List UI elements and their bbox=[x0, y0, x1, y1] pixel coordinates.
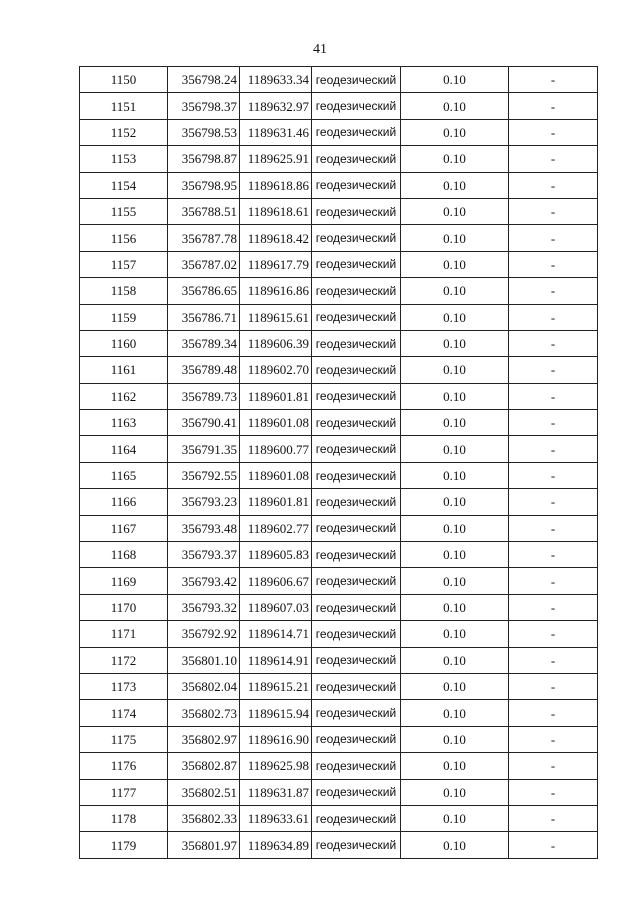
point-number-cell: 1175 bbox=[80, 726, 168, 752]
table-row bbox=[80, 436, 598, 462]
table-row bbox=[80, 515, 598, 541]
note-cell: - bbox=[509, 832, 598, 858]
point-number-cell: 1153 bbox=[80, 146, 168, 172]
table-row bbox=[80, 198, 598, 224]
accuracy-cell: 0.10 bbox=[401, 251, 509, 277]
y-coordinate-cell: 1189625.98 bbox=[240, 753, 312, 779]
table-row bbox=[80, 67, 598, 93]
coordinates-table bbox=[79, 66, 598, 859]
y-coordinate-cell: 1189616.86 bbox=[240, 278, 312, 304]
point-number-cell: 1170 bbox=[80, 594, 168, 620]
table-row bbox=[80, 805, 598, 831]
y-coordinate-cell: 1189633.34 bbox=[240, 67, 312, 93]
y-coordinate-cell: 1189631.87 bbox=[240, 779, 312, 805]
method-cell: геодезический bbox=[312, 489, 401, 515]
y-coordinate-cell: 1189602.70 bbox=[240, 357, 312, 383]
method-cell: геодезический bbox=[312, 832, 401, 858]
note-cell: - bbox=[509, 304, 598, 330]
coordinates-table-body bbox=[80, 67, 598, 859]
note-cell: - bbox=[509, 146, 598, 172]
y-coordinate-cell: 1189614.91 bbox=[240, 647, 312, 673]
y-coordinate-cell: 1189625.91 bbox=[240, 146, 312, 172]
table-row bbox=[80, 542, 598, 568]
accuracy-cell: 0.10 bbox=[401, 542, 509, 568]
y-coordinate-cell: 1189633.61 bbox=[240, 805, 312, 831]
y-coordinate-cell: 1189605.83 bbox=[240, 542, 312, 568]
method-cell: геодезический bbox=[312, 172, 401, 198]
note-cell: - bbox=[509, 67, 598, 93]
x-coordinate-cell: 356801.10 bbox=[168, 647, 240, 673]
y-coordinate-cell: 1189606.67 bbox=[240, 568, 312, 594]
method-cell: геодезический bbox=[312, 330, 401, 356]
method-cell: геодезический bbox=[312, 198, 401, 224]
x-coordinate-cell: 356793.23 bbox=[168, 489, 240, 515]
method-cell: геодезический bbox=[312, 673, 401, 699]
note-cell: - bbox=[509, 436, 598, 462]
note-cell: - bbox=[509, 568, 598, 594]
accuracy-cell: 0.10 bbox=[401, 410, 509, 436]
point-number-cell: 1168 bbox=[80, 542, 168, 568]
method-cell: геодезический bbox=[312, 119, 401, 145]
point-number-cell: 1155 bbox=[80, 198, 168, 224]
method-cell: геодезический bbox=[312, 805, 401, 831]
x-coordinate-cell: 356802.33 bbox=[168, 805, 240, 831]
method-cell: геодезический bbox=[312, 225, 401, 251]
accuracy-cell: 0.10 bbox=[401, 621, 509, 647]
accuracy-cell: 0.10 bbox=[401, 67, 509, 93]
x-coordinate-cell: 356791.35 bbox=[168, 436, 240, 462]
note-cell: - bbox=[509, 726, 598, 752]
accuracy-cell: 0.10 bbox=[401, 119, 509, 145]
point-number-cell: 1177 bbox=[80, 779, 168, 805]
x-coordinate-cell: 356798.37 bbox=[168, 93, 240, 119]
method-cell: геодезический bbox=[312, 700, 401, 726]
y-coordinate-cell: 1189615.61 bbox=[240, 304, 312, 330]
method-cell: геодезический bbox=[312, 304, 401, 330]
x-coordinate-cell: 356792.92 bbox=[168, 621, 240, 647]
table-row bbox=[80, 726, 598, 752]
note-cell: - bbox=[509, 225, 598, 251]
y-coordinate-cell: 1189631.46 bbox=[240, 119, 312, 145]
x-coordinate-cell: 356789.34 bbox=[168, 330, 240, 356]
x-coordinate-cell: 356792.55 bbox=[168, 462, 240, 488]
point-number-cell: 1160 bbox=[80, 330, 168, 356]
method-cell: геодезический bbox=[312, 67, 401, 93]
accuracy-cell: 0.10 bbox=[401, 726, 509, 752]
x-coordinate-cell: 356788.51 bbox=[168, 198, 240, 224]
point-number-cell: 1158 bbox=[80, 278, 168, 304]
method-cell: геодезический bbox=[312, 515, 401, 541]
x-coordinate-cell: 356789.73 bbox=[168, 383, 240, 409]
point-number-cell: 1169 bbox=[80, 568, 168, 594]
accuracy-cell: 0.10 bbox=[401, 146, 509, 172]
y-coordinate-cell: 1189616.90 bbox=[240, 726, 312, 752]
table-row bbox=[80, 753, 598, 779]
note-cell: - bbox=[509, 462, 598, 488]
note-cell: - bbox=[509, 119, 598, 145]
accuracy-cell: 0.10 bbox=[401, 93, 509, 119]
point-number-cell: 1174 bbox=[80, 700, 168, 726]
y-coordinate-cell: 1189617.79 bbox=[240, 251, 312, 277]
accuracy-cell: 0.10 bbox=[401, 489, 509, 515]
x-coordinate-cell: 356786.65 bbox=[168, 278, 240, 304]
accuracy-cell: 0.10 bbox=[401, 515, 509, 541]
y-coordinate-cell: 1189615.94 bbox=[240, 700, 312, 726]
x-coordinate-cell: 356798.53 bbox=[168, 119, 240, 145]
method-cell: геодезический bbox=[312, 278, 401, 304]
note-cell: - bbox=[509, 753, 598, 779]
x-coordinate-cell: 356802.51 bbox=[168, 779, 240, 805]
y-coordinate-cell: 1189634.89 bbox=[240, 832, 312, 858]
accuracy-cell: 0.10 bbox=[401, 304, 509, 330]
x-coordinate-cell: 356789.48 bbox=[168, 357, 240, 383]
note-cell: - bbox=[509, 542, 598, 568]
x-coordinate-cell: 356798.87 bbox=[168, 146, 240, 172]
accuracy-cell: 0.10 bbox=[401, 383, 509, 409]
x-coordinate-cell: 356790.41 bbox=[168, 410, 240, 436]
point-number-cell: 1159 bbox=[80, 304, 168, 330]
y-coordinate-cell: 1189601.81 bbox=[240, 489, 312, 515]
point-number-cell: 1150 bbox=[80, 67, 168, 93]
note-cell: - bbox=[509, 383, 598, 409]
point-number-cell: 1161 bbox=[80, 357, 168, 383]
point-number-cell: 1164 bbox=[80, 436, 168, 462]
method-cell: геодезический bbox=[312, 647, 401, 673]
table-row bbox=[80, 304, 598, 330]
x-coordinate-cell: 356802.73 bbox=[168, 700, 240, 726]
accuracy-cell: 0.10 bbox=[401, 330, 509, 356]
point-number-cell: 1154 bbox=[80, 172, 168, 198]
point-number-cell: 1173 bbox=[80, 673, 168, 699]
note-cell: - bbox=[509, 594, 598, 620]
note-cell: - bbox=[509, 515, 598, 541]
accuracy-cell: 0.10 bbox=[401, 357, 509, 383]
point-number-cell: 1178 bbox=[80, 805, 168, 831]
x-coordinate-cell: 356802.87 bbox=[168, 753, 240, 779]
method-cell: геодезический bbox=[312, 568, 401, 594]
table-row bbox=[80, 330, 598, 356]
table-row bbox=[80, 621, 598, 647]
accuracy-cell: 0.10 bbox=[401, 172, 509, 198]
accuracy-cell: 0.10 bbox=[401, 673, 509, 699]
method-cell: геодезический bbox=[312, 753, 401, 779]
method-cell: геодезический bbox=[312, 251, 401, 277]
method-cell: геодезический bbox=[312, 462, 401, 488]
y-coordinate-cell: 1189606.39 bbox=[240, 330, 312, 356]
accuracy-cell: 0.10 bbox=[401, 436, 509, 462]
method-cell: геодезический bbox=[312, 383, 401, 409]
x-coordinate-cell: 356802.04 bbox=[168, 673, 240, 699]
note-cell: - bbox=[509, 621, 598, 647]
y-coordinate-cell: 1189618.42 bbox=[240, 225, 312, 251]
y-coordinate-cell: 1189607.03 bbox=[240, 594, 312, 620]
y-coordinate-cell: 1189632.97 bbox=[240, 93, 312, 119]
note-cell: - bbox=[509, 779, 598, 805]
table-row bbox=[80, 568, 598, 594]
table-row bbox=[80, 594, 598, 620]
accuracy-cell: 0.10 bbox=[401, 278, 509, 304]
table-row bbox=[80, 278, 598, 304]
table-row bbox=[80, 172, 598, 198]
accuracy-cell: 0.10 bbox=[401, 805, 509, 831]
point-number-cell: 1156 bbox=[80, 225, 168, 251]
point-number-cell: 1163 bbox=[80, 410, 168, 436]
note-cell: - bbox=[509, 330, 598, 356]
table-row bbox=[80, 93, 598, 119]
method-cell: геодезический bbox=[312, 621, 401, 647]
note-cell: - bbox=[509, 410, 598, 436]
point-number-cell: 1152 bbox=[80, 119, 168, 145]
table-row bbox=[80, 251, 598, 277]
method-cell: геодезический bbox=[312, 146, 401, 172]
table-row bbox=[80, 357, 598, 383]
table-row bbox=[80, 673, 598, 699]
x-coordinate-cell: 356801.97 bbox=[168, 832, 240, 858]
note-cell: - bbox=[509, 172, 598, 198]
accuracy-cell: 0.10 bbox=[401, 198, 509, 224]
y-coordinate-cell: 1189615.21 bbox=[240, 673, 312, 699]
accuracy-cell: 0.10 bbox=[401, 700, 509, 726]
note-cell: - bbox=[509, 251, 598, 277]
x-coordinate-cell: 356786.71 bbox=[168, 304, 240, 330]
accuracy-cell: 0.10 bbox=[401, 647, 509, 673]
table-row bbox=[80, 779, 598, 805]
note-cell: - bbox=[509, 489, 598, 515]
accuracy-cell: 0.10 bbox=[401, 779, 509, 805]
method-cell: геодезический bbox=[312, 726, 401, 752]
x-coordinate-cell: 356793.37 bbox=[168, 542, 240, 568]
y-coordinate-cell: 1189600.77 bbox=[240, 436, 312, 462]
x-coordinate-cell: 356798.95 bbox=[168, 172, 240, 198]
note-cell: - bbox=[509, 673, 598, 699]
note-cell: - bbox=[509, 647, 598, 673]
page-number: 41 bbox=[313, 42, 327, 57]
point-number-cell: 1172 bbox=[80, 647, 168, 673]
y-coordinate-cell: 1189601.81 bbox=[240, 383, 312, 409]
method-cell: геодезический bbox=[312, 779, 401, 805]
method-cell: геодезический bbox=[312, 436, 401, 462]
x-coordinate-cell: 356787.02 bbox=[168, 251, 240, 277]
table-row bbox=[80, 146, 598, 172]
point-number-cell: 1167 bbox=[80, 515, 168, 541]
note-cell: - bbox=[509, 357, 598, 383]
note-cell: - bbox=[509, 278, 598, 304]
table-row bbox=[80, 383, 598, 409]
point-number-cell: 1179 bbox=[80, 832, 168, 858]
accuracy-cell: 0.10 bbox=[401, 832, 509, 858]
point-number-cell: 1176 bbox=[80, 753, 168, 779]
y-coordinate-cell: 1189601.08 bbox=[240, 410, 312, 436]
x-coordinate-cell: 356793.48 bbox=[168, 515, 240, 541]
table-row bbox=[80, 700, 598, 726]
accuracy-cell: 0.10 bbox=[401, 568, 509, 594]
y-coordinate-cell: 1189601.08 bbox=[240, 462, 312, 488]
table-row bbox=[80, 410, 598, 436]
y-coordinate-cell: 1189614.71 bbox=[240, 621, 312, 647]
note-cell: - bbox=[509, 198, 598, 224]
x-coordinate-cell: 356787.78 bbox=[168, 225, 240, 251]
x-coordinate-cell: 356802.97 bbox=[168, 726, 240, 752]
accuracy-cell: 0.10 bbox=[401, 753, 509, 779]
method-cell: геодезический bbox=[312, 357, 401, 383]
table-row bbox=[80, 225, 598, 251]
note-cell: - bbox=[509, 93, 598, 119]
point-number-cell: 1157 bbox=[80, 251, 168, 277]
point-number-cell: 1166 bbox=[80, 489, 168, 515]
method-cell: геодезический bbox=[312, 594, 401, 620]
table-row bbox=[80, 489, 598, 515]
y-coordinate-cell: 1189602.77 bbox=[240, 515, 312, 541]
point-number-cell: 1162 bbox=[80, 383, 168, 409]
accuracy-cell: 0.10 bbox=[401, 594, 509, 620]
method-cell: геодезический bbox=[312, 410, 401, 436]
point-number-cell: 1171 bbox=[80, 621, 168, 647]
point-number-cell: 1151 bbox=[80, 93, 168, 119]
y-coordinate-cell: 1189618.86 bbox=[240, 172, 312, 198]
method-cell: геодезический bbox=[312, 93, 401, 119]
y-coordinate-cell: 1189618.61 bbox=[240, 198, 312, 224]
accuracy-cell: 0.10 bbox=[401, 225, 509, 251]
note-cell: - bbox=[509, 805, 598, 831]
table-row bbox=[80, 462, 598, 488]
table-row bbox=[80, 119, 598, 145]
table-row bbox=[80, 832, 598, 858]
x-coordinate-cell: 356798.24 bbox=[168, 67, 240, 93]
x-coordinate-cell: 356793.42 bbox=[168, 568, 240, 594]
method-cell: геодезический bbox=[312, 542, 401, 568]
point-number-cell: 1165 bbox=[80, 462, 168, 488]
accuracy-cell: 0.10 bbox=[401, 462, 509, 488]
x-coordinate-cell: 356793.32 bbox=[168, 594, 240, 620]
table-row bbox=[80, 647, 598, 673]
note-cell: - bbox=[509, 700, 598, 726]
